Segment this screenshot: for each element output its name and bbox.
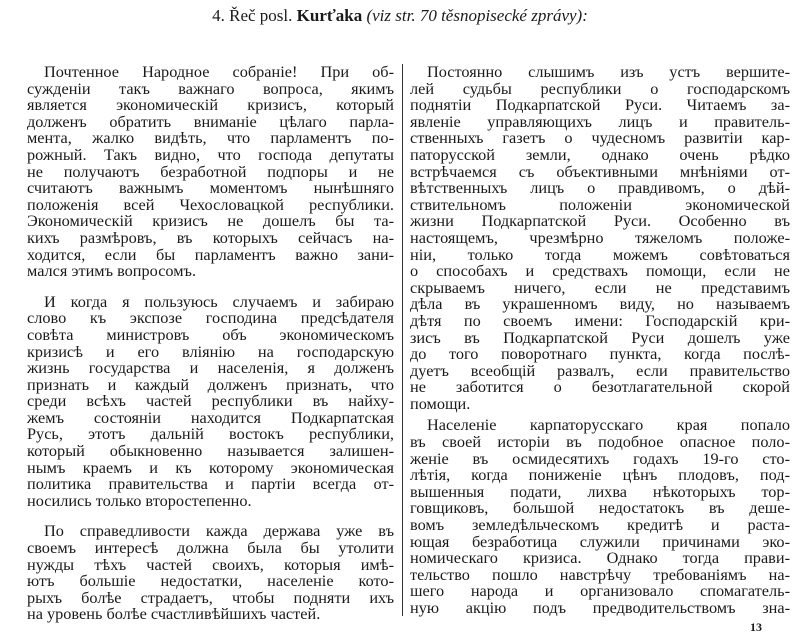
text-line: не заботится о безотлагательной скорой: [410, 377, 790, 397]
paragraph: [27, 291, 394, 510]
paragraph: [27, 64, 394, 280]
text-line: нужды тѣхъ частей своихъ, которыя имѣ-: [27, 554, 394, 574]
text-line: кризисѣ и его вліянію на господарскую: [27, 341, 394, 361]
text-line: ную акцію подъ предводительствомъ зна-: [410, 598, 790, 617]
text-line: вышенныя подати, лихва нѣкоторыхъ тор-: [410, 481, 790, 501]
text-line: По справедливости кажда держава уже въ: [44, 521, 394, 541]
text-line: мента, жалко видѣть, что парламентъ по-: [27, 128, 394, 148]
text-line: говщиковъ, большой недостатокъ въ деше-: [410, 498, 790, 518]
text-line: дѣла въ украшенномъ виду, но называемъ: [410, 294, 790, 314]
column-divider: [402, 64, 403, 616]
text-line: тельство пошло навстрѣчу требованіямъ на-: [410, 564, 790, 584]
left-column: [27, 64, 394, 623]
text-line: политика правительства и партіи всегда от-: [27, 474, 394, 494]
heading-reference: (viz str. 70 těsnopisecké zprávy):: [366, 6, 588, 25]
text-line: Экономическій кризисъ не дошелъ бы та-: [27, 211, 394, 231]
text-line: Почтенное Народное собраніе! При об-: [44, 62, 394, 81]
text-line: сужденіи такъ важнаго вопроса, якимъ: [27, 78, 394, 98]
text-line: женіе въ осмидесятихъ годахъ 19-го сто-: [410, 448, 790, 468]
text-line: ютъ большіе недостатки, населеніе кото-: [27, 571, 394, 591]
text-line: скрываемъ ничего, если не представимъ: [410, 277, 790, 297]
text-line: И когда я пользуюсь случаемъ и забираю: [44, 291, 394, 311]
text-line: Русь, этотъ дальній востокъ республики,: [27, 424, 394, 444]
text-line: совѣта министровъ объ экономическомъ: [27, 324, 394, 344]
text-line: Постоянно слышимъ изъ устъ вершите-: [427, 62, 790, 81]
text-line: явленіе управляющихъ лицъ и правитель-: [410, 111, 790, 131]
paragraph: [27, 523, 394, 623]
text-line: рыхъ болѣе страдаетъ, чтобы подняти ихъ: [27, 587, 394, 607]
text-line: лѣтія, когда пониженіе цѣнъ плодовъ, под-: [410, 465, 790, 485]
page-number: 13: [750, 620, 762, 634]
page-heading: [0, 6, 800, 26]
text-line: мался этимъ вопросомъ.: [27, 261, 197, 281]
text-line: положенія всей Чехословацкой республики.: [27, 194, 394, 214]
text-line: ствительномъ положеніи экономической: [410, 194, 790, 214]
right-column: [410, 64, 790, 617]
text-line: шего народа и организовало спомагатель-: [410, 581, 790, 601]
text-line: въ своей исторіи въ подобное опасное поло-: [410, 432, 790, 452]
text-line: жизнь государства и населенія, я долженъ: [27, 358, 394, 378]
speaker-name: Kurťaka: [296, 6, 363, 25]
text-line: ственныхъ газетъ о чудесномъ развитіи кар-: [410, 128, 790, 148]
text-line: лей судьбы республики о господарскомъ: [410, 78, 790, 98]
text-line: на уровень болѣе счастливѣйшихъ частей.: [27, 604, 321, 624]
text-line: вомъ земледѣльческомъ кредитѣ и раста-: [410, 515, 790, 535]
text-line: носились только второстепенно.: [27, 490, 252, 510]
text-line: своемъ интересѣ должна была бы утолити: [27, 538, 394, 558]
text-line: не получаютъ безработной подпоры и не: [27, 161, 394, 181]
text-line: ющая безработица служили причинами эко-: [410, 531, 790, 551]
text-line: является экономическій кризисъ, который: [27, 95, 394, 115]
text-line: дуетъ всеобщій развалъ, если правительство: [410, 360, 790, 380]
text-line: вѣтственныхъ лицъ о правдивомъ, о дѣй-: [410, 178, 790, 198]
text-line: среди всѣхъ частей республики въ найху-: [27, 391, 394, 411]
text-line: рожный. Такъ видно, что господа депутаты: [27, 144, 394, 164]
text-line: считаютъ важнымъ моментомъ нынѣшняго: [27, 178, 394, 198]
text-line: ходится, если бы парламентъ важно зани-: [27, 244, 394, 264]
text-line: настоящемъ, чрезмѣрно тяжеломъ положе-: [410, 227, 790, 247]
text-line: дѣтя по своемъ имени: Господарскій кри-: [410, 310, 790, 330]
text-line: зисъ въ Подкарпатской Руси дошелъ уже: [410, 327, 790, 347]
text-line: нымъ краемъ и къ которому экономическая: [27, 457, 394, 477]
text-line: до того поворотнаго пункта, когда послѣ-: [410, 344, 790, 364]
text-line: помощи.: [410, 393, 471, 413]
text-line: о способахъ и средствахъ помощи, если не: [410, 261, 790, 281]
text-line: паторусской земли, однако очень рѣдко: [410, 144, 790, 164]
heading-number: 4. Řeč posl.: [212, 6, 293, 25]
text-line: Населеніе карпаторусскаго края попало: [427, 415, 790, 435]
text-line: жемъ состояніи находится Подкарпатская: [27, 407, 394, 427]
text-line: поднятіи Подкарпатской Руси. Читаемъ за-: [410, 95, 790, 115]
text-line: ніи, только тогда можемъ совѣтоваться: [410, 244, 790, 264]
text-line: признать и каждый долженъ признать, что: [27, 374, 394, 394]
text-line: долженъ обратить вниманіе цѣлаго парла-: [27, 111, 394, 131]
paragraph: [410, 64, 790, 412]
text-line: жизни Подкарпатской Руси. Особенно въ: [410, 211, 790, 231]
text-line: слово къ экспозе господина предсѣдателя: [27, 308, 394, 328]
text-line: который обыкновенно называется залишен-: [27, 441, 394, 461]
text-line: кихъ размѣровъ, въ которыхъ сейчасъ на-: [27, 227, 394, 247]
text-line: встрѣчаемся съ объективными мнѣніями от-: [410, 161, 790, 181]
text-line: номическаго кризиса. Однако тогда прави-: [410, 548, 790, 568]
paragraph: [410, 417, 790, 616]
